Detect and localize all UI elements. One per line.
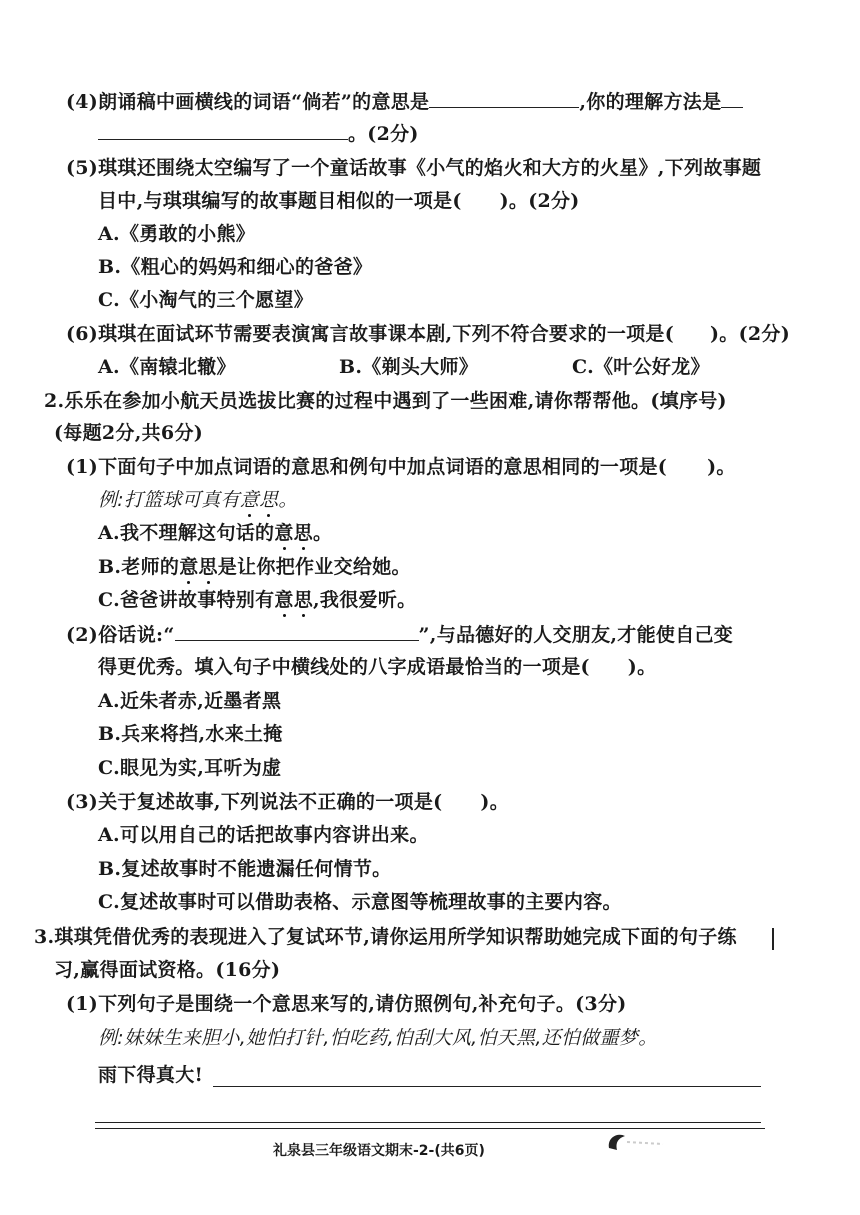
- option-c: C.《叶公好龙》: [572, 356, 710, 378]
- footer-rule: [95, 1128, 765, 1129]
- answer-writing-line[interactable]: [95, 1122, 761, 1123]
- example-sentence: [98, 488, 298, 512]
- question-text: (4)朗诵稿中画横线的词语“倘若”的意思是: [66, 91, 430, 113]
- emphasis-dot: [248, 514, 251, 517]
- option-c: C.《小淘气的三个愿望》: [98, 289, 314, 311]
- option-text: 。: [312, 522, 333, 544]
- page-edge-mark: [772, 928, 774, 950]
- question-text: ,你的理解方法是: [579, 91, 722, 113]
- question-3-cont: 习,赢得面试资格。(16分): [54, 959, 281, 981]
- question-text: )。: [707, 456, 736, 478]
- option-text: ,我很爱听。: [313, 589, 417, 611]
- question-2-2: [66, 622, 733, 647]
- fill-prompt: 雨下得真大!: [98, 1064, 204, 1086]
- question-3-1: (1)下列句子是围绕一个意思来写的,请仿照例句,补充句子。(3分): [66, 993, 627, 1015]
- scan-smudge: [605, 1130, 665, 1156]
- option-a: [98, 521, 332, 545]
- option-text: C.爸爸讲故事特别有: [98, 589, 275, 611]
- question-text: (6)琪琪在面试环节需要表演寓言故事课本剧,下列不符合要求的一项是(: [66, 323, 675, 345]
- question-2: 2.乐乐在参加小航天员选拔比赛的过程中遇到了一些困难,请你帮帮他。(填序号): [44, 390, 727, 412]
- question-text: 。(2分): [348, 123, 419, 145]
- dotted-word: [274, 522, 313, 544]
- emphasis-dot: [187, 581, 190, 584]
- dotted-word-text: 意思: [239, 489, 279, 511]
- question-text: 目中,与琪琪编写的故事题目相似的一项是(: [98, 190, 462, 212]
- emphasis-dot: [207, 581, 210, 584]
- answer-blank[interactable]: [98, 121, 348, 140]
- emphasis-dot: [302, 614, 305, 617]
- example-text: 。: [278, 489, 298, 511]
- question-text: )。(2分): [710, 323, 791, 345]
- question-1-4: [66, 89, 743, 114]
- question-3: 3.琪琪凭借优秀的表现进入了复试环节,请你运用所学知识帮助她完成下面的句子练: [34, 926, 737, 948]
- emphasis-dot: [283, 547, 286, 550]
- option-text: A.我不理解这句话的: [98, 522, 275, 544]
- answer-writing-line[interactable]: [213, 1086, 761, 1087]
- question-text: )。(2分): [499, 190, 580, 212]
- option-c: C.复述故事时可以借助表格、示意图等梳理故事的主要内容。: [98, 891, 622, 913]
- question-text: 得更优秀。填入句子中横线处的八字成语最恰当的一项是(: [98, 656, 590, 678]
- dotted-word: [240, 489, 279, 511]
- option-c: [98, 588, 416, 612]
- dotted-word-text: 意思: [179, 556, 218, 578]
- question-text: )。: [627, 656, 657, 678]
- option-c: C.眼见为实,耳听为虚: [98, 757, 282, 779]
- question-2-2-cont: [98, 655, 656, 679]
- example-text: 例:打篮球可真有: [98, 489, 240, 511]
- emphasis-dot: [302, 547, 305, 550]
- option-b: B.《粗心的妈妈和细心的爸爸》: [98, 256, 373, 278]
- question-1-6: [66, 322, 790, 346]
- question-1-4-cont: [98, 121, 419, 146]
- emphasis-dot: [283, 614, 286, 617]
- dotted-word-text: 意思: [274, 589, 314, 611]
- dotted-word: [179, 556, 218, 578]
- option-text: B.老师的: [98, 556, 180, 578]
- option-b: B.兵来将挡,水来土掩: [98, 723, 283, 745]
- option-a: A.《勇敢的小熊》: [98, 223, 256, 245]
- answer-blank[interactable]: [429, 89, 579, 108]
- dotted-word: [274, 589, 313, 611]
- option-a: A.可以用自己的话把故事内容讲出来。: [98, 824, 429, 846]
- question-text: ”,与品德好的人交朋友,才能使自己变: [418, 624, 734, 646]
- option-b: [98, 555, 411, 579]
- question-text: (2)俗话说:“: [66, 624, 175, 646]
- dotted-word-text: 意思: [274, 522, 313, 544]
- question-1-5: (5)琪琪还围绕太空编写了一个童话故事《小气的焰火和大方的火星》,下列故事题: [66, 157, 762, 179]
- question-text: (1)下面句子中加点词语的意思和例句中加点词语的意思相同的一项是(: [66, 456, 668, 478]
- question-1-5-cont: [98, 189, 580, 213]
- question-2-3: [66, 790, 509, 814]
- question-text: (3)关于复述故事,下列说法不正确的一项是(: [66, 791, 443, 813]
- page-footer: 礼泉县三年级语文期末-2-(共6页): [273, 1143, 485, 1159]
- option-b: B.复述故事时不能遗漏任何情节。: [98, 858, 392, 880]
- option-b: B.《剃头大师》: [339, 356, 479, 378]
- question-2-1: [66, 455, 736, 479]
- option-a: A.近朱者赤,近墨者黑: [98, 690, 282, 712]
- answer-blank[interactable]: [721, 89, 743, 108]
- answer-blank[interactable]: [175, 622, 419, 641]
- example-sentence: 例:妹妹生来胆小,她怕打针,怕吃药,怕刮大风,怕天黑,还怕做噩梦。: [98, 1027, 658, 1049]
- option-text: 是让你把作业交给她。: [217, 556, 411, 578]
- emphasis-dot: [267, 514, 270, 517]
- question-2-score: (每题2分,共6分): [54, 422, 204, 444]
- question-text: )。: [480, 791, 509, 813]
- option-a: A.《南辕北辙》: [98, 356, 236, 378]
